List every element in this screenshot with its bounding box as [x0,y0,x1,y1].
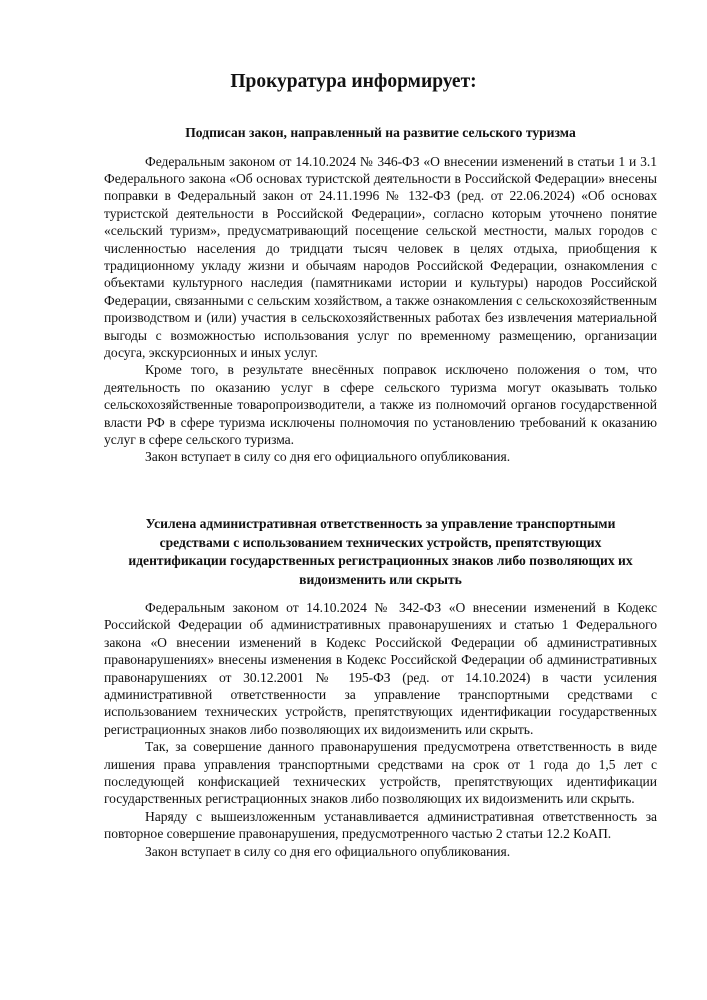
paragraph: Федеральным законом от 14.10.2024 № 342-ФЗ «О внесении изменений в Кодекс Российской Федерации об административных правонарушениях и статью 1 Федерального закона «О внесении изменений в Кодекс Российской Федерации об административных правонарушениях» внесены изменения в Кодекс Российской Федерации об административных правонарушениях от 30.12.2001 № 195-ФЗ (ред. от 14.10.2024) в части усиления административной ответственности за управление транспортными средствами с использованием технических устройств, препятствующих идентификации государственных регистрационных знаков либо позволяющих их видоизменить или скрыть. [104,600,657,737]
paragraph: Кроме того, в результате внесённых поправок исключено положения о том, что деятельность по оказанию услуг в сфере сельского туризма могут оказывать только сельскохозяйственные товаропроизводители, а также из полномочий органов государственной власти РФ в сфере туризма исключены полномочия по установлению требований к оказанию услуг в сфере сельского туризма. [104,362,657,447]
article-heading: Подписан закон, направленный на развитие сельского туризма [185,125,576,140]
paragraph: Так, за совершение данного правонарушения предусмотрена ответственность в виде лишения права управления транспортными средствами на срок от 1 года до 1,5 лет с последующей конфискацией технических устройств, препятствующих идентификации государственных регистрационных знаков либо позволяющих их видоизменить или скрыть. [104,739,657,807]
page-title: Прокуратура информирует: [230,71,477,92]
article-heading: Усилена административная ответственность за управление транспортными средствами с использованием технических устройств, препятствующих идентификации государственных регистрационных знаков либо позволяющих их видоизменить или скрыть [128,516,633,587]
article-rural-tourism [104,124,657,466]
paragraph: Закон вступает в силу со дня его официального опубликования. [145,843,511,859]
paragraph: Наряду с вышеизложенным устанавливается административная ответственность за повторное совершение правонарушения, предусмотренного частью 2 статьи 12.2 КоАП. [104,808,657,842]
paragraph: Федеральным законом от 14.10.2024 № 346-ФЗ «О внесении изменений в статьи 1 и 3.1 Федерального закона «Об основах туристской деятельности в Российской Федерации» внесены поправки в Федеральный закон от 24.11.1996 № 132-ФЗ (ред. от 22.06.2024) «Об основах туристской деятельности в Российской Федерации», согласно которым уточнено понятие «сельский туризм», предусматривающий посещение сельской местности, малых городов с численностью населения до тридцати тысяч человек в целях отдыха, приобщения к традиционному укладу жизни и обычаям народов Российской Федерации, ознакомления с объектами культурного наследия (памятниками истории и культуры) народов Российской Федерации, связанными с сельским хозяйством, а также ознакомления с сельскохозяйственным производством и (или) участия в сельскохозяйственных работах без извлечения материальной выгоды с возможностью использования услуг по временному размещению, организации досуга, экскурсионных и иных услуг. [104,153,657,360]
paragraph: Закон вступает в силу со дня его официального опубликования. [145,449,511,465]
article-vehicle-liability [104,515,657,860]
